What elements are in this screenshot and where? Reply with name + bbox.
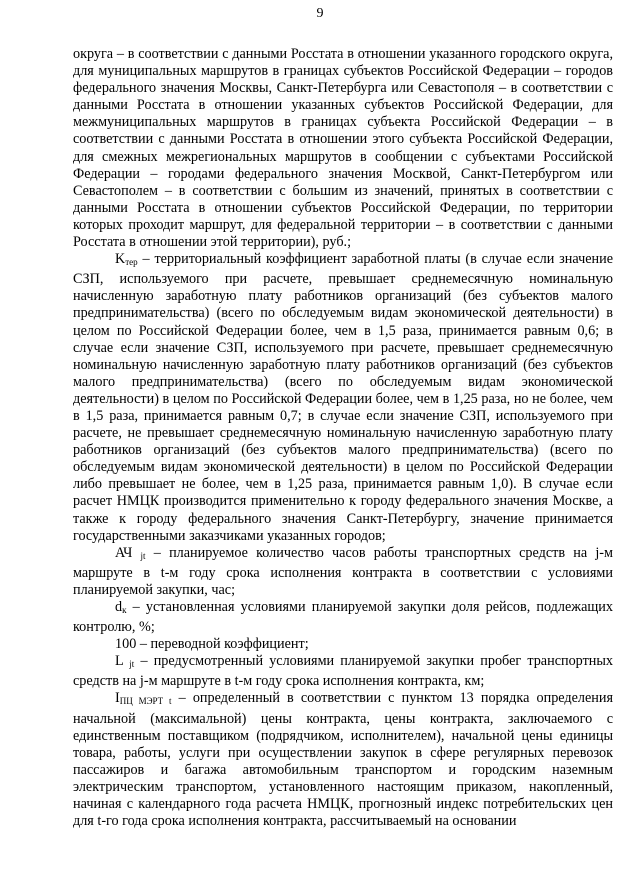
paragraph-i-pc-mert — [73, 690, 613, 830]
symbol-i-subscript: ПЦ МЭРТ t — [119, 696, 172, 707]
paragraph-okrug-continuation: округа – в соответствии с данными Росстата в отношении указанного городского округа, для муниципальных маршрутов в границах субъектов Российской Федерации – городов федерального значения Москвы, Санкт-Петербурга или Севастополя – в соответствии с данными Росстата в отношении указанных субъектов Российской Федерации, для межмуниципальных маршрутов в границах субъекта Российской Федерации – в соответствии с данными Росстата в отношении этого субъекта Российской Федерации, для смежных межрегиональных маршрутов в сообщении с субъектами Российской Федерации – городами федерального значения Москвой, Санкт-Петербургом или Севастополем – в соответствии с большим из значений, принятых в соответствии с данными Росстата в отношении субъектов Российской Федерации, по территории которых проходит маршрут, для федеральной территории – в соответствии с данными Росстата в отношении этой территории), руб.; — [73, 46, 613, 251]
paragraph-k-ter-text: – территориальный коэффициент заработной платы (в случае если значение СЗП, используемого при расчете, превышает среднемесячную номинальную начисленную заработную плату работников организаций (без субъектов малого предпринимательства) (всего по обследуемым видам экономической деятельности) в целом по Российской Федерации более, чем в 1,5 раза, принимается равным 0,6; в случае если значение СЗП, используемого при расчете, превышает среднемесячную номинальную начисленную заработную плату работников организаций (без субъектов малого предпринимательства) (всего по обследуемым видам экономической деятельности) в целом по Российской Федерации более, чем в 1,25 раза, но не более, чем в 1,5 раза, принимается равным 0,7; в случае если значение СЗП, используемого при расчете, не превышает среднемесячную номинальную начисленную заработную плату работников организаций (без субъектов малого предпринимательства) (всего по обследуемым видам экономической деятельности) в целом по Российской Федерации либо превышает не более, чем в 1,25 раза, принимается равным 1,0). В случае если расчет НМЦК производится применительно к городу федерального значения Москве, а также к городу федерального значения Санкт-Петербургу, значение принимается государственными заказчиками указанных городов; — [73, 251, 613, 544]
page-number: 9 — [316, 6, 324, 21]
symbol-ach-subscript: jt — [140, 550, 146, 561]
paragraph-l-jt — [73, 653, 613, 690]
paragraph-k-ter — [73, 251, 613, 545]
paragraph-dk — [73, 599, 613, 636]
symbol-l-subscript: jt — [129, 659, 135, 670]
symbol-d: d — [115, 599, 123, 615]
paragraph-ach-text: – планируемое количество часов работы транспортных средств на j-м маршруте в t-м году срока исполнения контракта в соответствии с условиями планируемой закупки, час; — [73, 544, 614, 598]
symbol-d-subscript: к — [122, 605, 127, 615]
paragraph-dk-text: – установленная условиями планируемой закупки доля рейсов, подлежащих контролю, %; — [73, 599, 613, 636]
symbol-i: I — [115, 690, 120, 707]
document-body — [73, 46, 613, 830]
symbol-l: L — [115, 653, 124, 670]
symbol-ach: АЧ — [115, 544, 133, 561]
paragraph-ach — [73, 545, 613, 599]
symbol-k: K — [115, 251, 126, 268]
paragraph-l-jt-text: – предусмотренный условиями планируемой закупки пробег транспортных средств на j-м маршруте в t-м году срока исполнения контракта, км; — [73, 653, 614, 690]
symbol-k-subscript: тер — [125, 257, 138, 268]
paragraph-100: 100 – переводной коэффициент; — [115, 636, 309, 653]
paragraph-i-pc-mert-text: – определенный в соответствии с пунктом 13 порядка определения начальной (максимальной) цены контракта, цены контракта, заключаемого с единственным поставщиком (подрядчиком, исполнителем), начальной цены единицы товара, работы, услуги при осуществлении закупок в сфере регулярных перевозок пассажиров и багажа автомобильным транспортом и городским наземным электрическим транспортом, установленного настоящим приказом, накопленный, начиная с календарного года расчета НМЦК, прогнозный индекс потребительских цен для t-го года срока исполнения контракта, рассчитываемый на основании — [73, 690, 613, 830]
